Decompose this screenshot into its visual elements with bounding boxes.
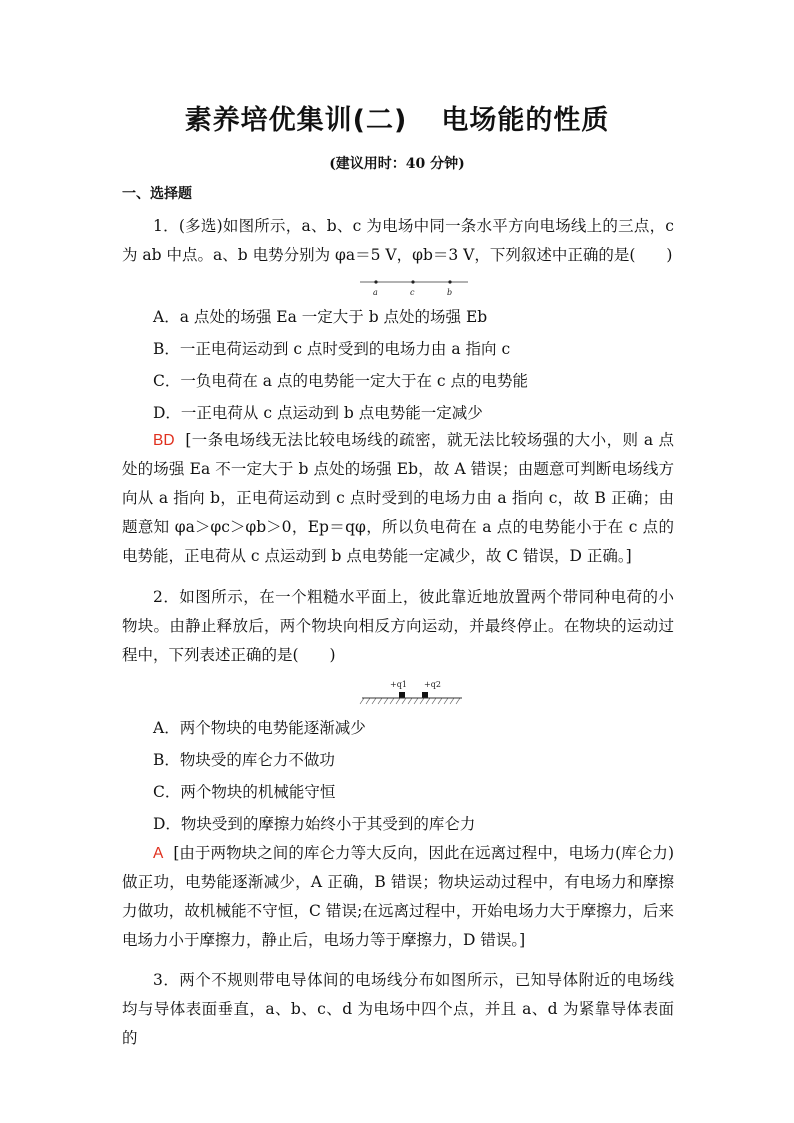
question-3-text: 3．两个不规则带电导体间的电场线分布如图所示，已知导体附近的电场线均与导体表面垂直，a、b、c、d 为电场中四个点，并且 a、d 为紧靠导体表面的 (122, 971, 674, 1047)
suggested-time: (建议用时：40 分钟) (329, 156, 465, 172)
q1-option-a: A．a 点处的场强 Ea 一定大于 b 点处的场强 Eb (153, 308, 488, 326)
block-q1 (399, 692, 405, 698)
question-2-text: 2．如图所示，在一个粗糙水平面上，彼此靠近地放置两个带同种电荷的小物块。由静止释放后，两个物块向相反方向运动，并最终停止。在物块的运动过程中，下列表述正确的是( ) (122, 588, 674, 664)
question-1-text: 1．(多选)如图所示，a、b、c 为电场中同一条水平方向电场线上的三点，c 为 ab 中点。a、b 电势分别为 φa＝5 V，φb＝3 V，下列叙述中正确的是( ) (122, 217, 674, 264)
q1-option-d: D．一正电荷从 c 点运动到 b 点电势能一定减少 (153, 404, 483, 422)
label-q1: +q1 (390, 680, 407, 689)
title-main: 素养培优集训(二) (184, 105, 408, 136)
question-1-solution (122, 426, 674, 571)
q1-option-c: C．一负电荷在 a 点的电势能一定大于在 c 点的电势能 (153, 372, 528, 390)
question-3-stem (122, 966, 674, 1053)
label-a: a (373, 288, 378, 297)
label-c: c (410, 288, 415, 297)
q2-answer: A (153, 845, 164, 862)
question-2-solution (122, 839, 674, 955)
question-1-figure (360, 276, 468, 300)
title-topic: 电场能的性质 (441, 105, 610, 136)
label-b: b (447, 288, 453, 297)
q2-explanation: [由于两物块之间的库仑力等大反向，因此在远离过程中，电场力(库仑力)做正功，电势能逐渐减少，A 正确，B 错误；物块运动过程中，有电场力和摩擦力做功，故机械能不守恒，C 错误;在远离过程中，开始电场力大于摩擦力，后来电场力小于摩擦力，静止后，电场力等于摩擦力，D 错误。] (122, 844, 674, 949)
q1-explanation: [一条电场线无法比较电场线的疏密，就无法比较场强的大小，则 a 点处的场强 Ea 不一定大于 b 点处的场强 Eb，故 A 错误；由题意可判断电场线方向从 a 指向 b，正电荷运动到 c 点时受到的电场力由 a 指向 c，故 B 正确；由题意知 φa＞φc＞φb＞0，Ep＝qφ，所以负电荷在 a 点的电势能小于在 c 点的电势能，正电荷从 c 点运动到 b 点电势能一定减少，故 C 错误，D 正确。] (122, 431, 674, 565)
q2-option-d: D．物块受到的摩擦力始终小于其受到的库仑力 (153, 815, 476, 833)
point-b (448, 280, 451, 283)
q2-option-a: A．两个物块的电势能逐渐减少 (153, 719, 366, 737)
surface-hatching (360, 698, 460, 704)
question-1-stem (122, 212, 674, 270)
point-c (411, 280, 414, 283)
question-2-figure (362, 678, 462, 708)
point-a (374, 280, 377, 283)
q1-option-b: B．一正电荷运动到 c 点时受到的电场力由 a 指向 c (153, 340, 511, 358)
q1-answer: BD (153, 432, 175, 449)
page-title (0, 98, 794, 137)
label-q2: +q2 (424, 680, 441, 689)
block-q2 (422, 692, 428, 698)
q2-option-c: C．两个物块的机械能守恒 (153, 783, 336, 801)
question-2-stem (122, 583, 674, 670)
section-heading: 一、选择题 (122, 186, 192, 202)
q2-option-b: B．物块受的库仑力不做功 (153, 751, 335, 769)
